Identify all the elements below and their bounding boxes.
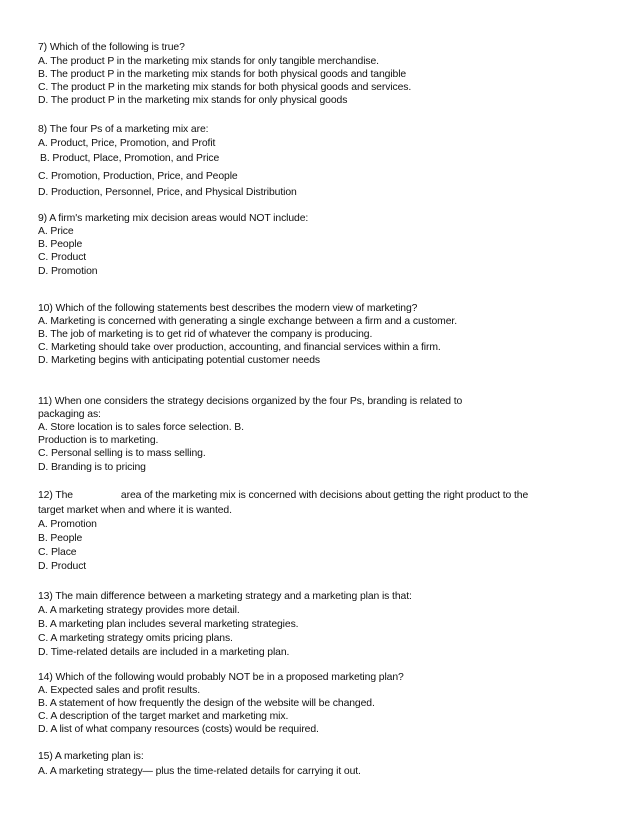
question-10-option-a: A. Marketing is concerned with generating a single exchange between a firm and a customer.	[38, 316, 457, 327]
question-12-stem	[38, 489, 528, 502]
question-13-stem: 13) The main difference between a marketing strategy and a marketing plan is that:	[38, 591, 412, 602]
question-7-option-d: D. The product P in the marketing mix stands for only physical goods	[38, 95, 348, 106]
question-15-option-a: A. A marketing strategy— plus the time-related details for carrying it out.	[38, 766, 361, 777]
question-11-option-a: A. Store location is to sales force selection. B.	[38, 422, 244, 433]
question-11-stem-continued: packaging as:	[38, 409, 101, 420]
question-12-stem-end: area of the marketing mix is concerned with decisions about getting the right product to the	[120, 490, 529, 501]
question-10-option-d: D. Marketing begins with anticipating potential customer needs	[38, 355, 321, 366]
question-7-option-b: B. The product P in the marketing mix stands for both physical goods and tangible	[38, 69, 407, 80]
question-14-stem: 14) Which of the following would probably NOT be in a proposed marketing plan?	[38, 672, 404, 683]
question-14-option-b: B. A statement of how frequently the design of the website will be changed.	[38, 698, 375, 709]
question-9-option-c: C. Product	[38, 252, 87, 263]
question-7-option-c: C. The product P in the marketing mix stands for both physical goods and services.	[38, 82, 412, 93]
question-12-option-d: D. Product	[38, 561, 87, 572]
question-7-option-a: A. The product P in the marketing mix stands for only tangible merchandise.	[38, 56, 379, 67]
question-12-option-b: B. People	[38, 533, 83, 544]
question-8-stem: 8) The four Ps of a marketing mix are:	[38, 124, 209, 135]
question-13-option-a: A. A marketing strategy provides more detail.	[38, 605, 240, 616]
question-8-option-d: D. Production, Personnel, Price, and Physical Distribution	[38, 187, 297, 198]
question-8-option-b: B. Product, Place, Promotion, and Price	[40, 153, 220, 164]
question-10-stem: 10) Which of the following statements best describes the modern view of marketing?	[38, 303, 418, 314]
question-9-option-b: B. People	[38, 239, 83, 250]
question-10-option-b: B. The job of marketing is to get rid of whatever the company is producing.	[38, 329, 373, 340]
question-13-option-c: C. A marketing strategy omits pricing plans.	[38, 633, 233, 644]
question-7-stem: 7) Which of the following is true?	[38, 42, 185, 53]
question-12-stem-start: 12) The	[38, 490, 73, 501]
question-11-option-c: C. Personal selling is to mass selling.	[38, 448, 206, 459]
question-8-option-c: C. Promotion, Production, Price, and People	[38, 171, 238, 182]
question-15-stem: 15) A marketing plan is:	[38, 751, 144, 762]
question-11-option-d: D. Branding is to pricing	[38, 462, 146, 473]
question-12-option-a: A. Promotion	[38, 519, 97, 530]
question-10-option-c: C. Marketing should take over production, accounting, and financial services within a firm.	[38, 342, 441, 353]
question-9-option-a: A. Price	[38, 226, 74, 237]
question-9-option-d: D. Promotion	[38, 266, 98, 277]
question-14-option-c: C. A description of the target market and marketing mix.	[38, 711, 289, 722]
question-14-option-d: D. A list of what company resources (costs) would be required.	[38, 724, 319, 735]
question-11-stem: 11) When one considers the strategy decisions organized by the four Ps, branding is related to	[38, 396, 463, 407]
question-13-option-d: D. Time-related details are included in a marketing plan.	[38, 647, 290, 658]
question-11-option-b: Production is to marketing.	[38, 435, 159, 446]
question-8-option-a: A. Product, Price, Promotion, and Profit	[38, 138, 216, 149]
question-14-option-a: A. Expected sales and profit results.	[38, 685, 201, 696]
question-9-stem: 9) A firm's marketing mix decision areas would NOT include:	[38, 213, 309, 224]
question-13-option-b: B. A marketing plan includes several marketing strategies.	[38, 619, 299, 630]
question-12-option-c: C. Place	[38, 547, 77, 558]
question-12-stem-continued: target market when and where it is wanted.	[38, 505, 232, 516]
